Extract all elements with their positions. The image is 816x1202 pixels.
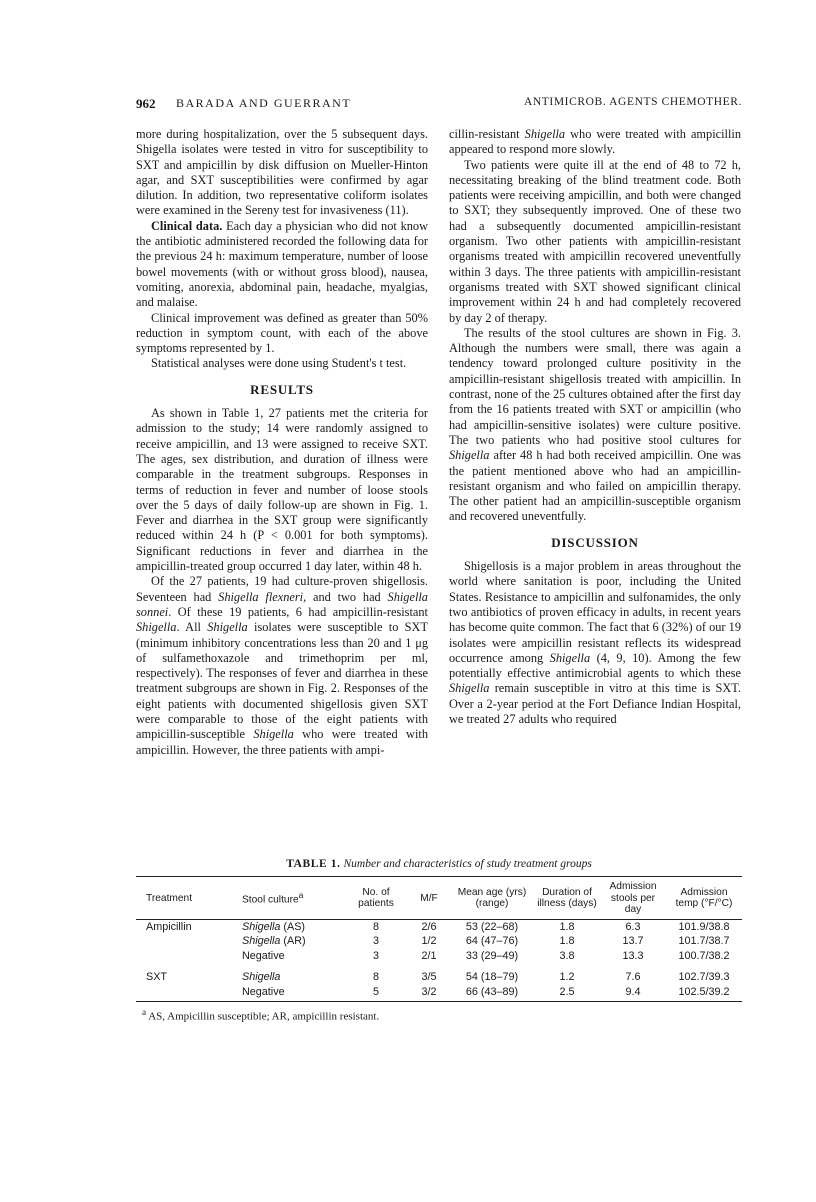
paragraph [449, 559, 741, 727]
cell-temp: 101.7/38.7 [678, 935, 730, 948]
table-caption-text: Number and characteristics of study treatment groups [343, 858, 592, 870]
left-column [136, 127, 428, 758]
cell-age: 33 (29–49) [465, 949, 519, 962]
cell-duration: 1.8 [559, 935, 575, 948]
table-header-row [136, 877, 742, 920]
table-row [136, 963, 742, 985]
cell-duration: 1.2 [559, 971, 575, 984]
cell-treatment [136, 934, 240, 949]
cell-treatment: Ampicillin [146, 920, 192, 933]
col-header-temp: Admission temp (°F/°C) [666, 877, 742, 920]
text: Of the 27 patients, 19 had culture-proven shigellosis. Seventeen had [136, 574, 428, 604]
col-header-n: No. of patients [344, 877, 408, 920]
cell-stool [240, 963, 344, 985]
table-row [136, 949, 742, 964]
cell-duration: 2.5 [534, 985, 600, 1002]
col-header-age: Mean age (yrs) (range) [450, 877, 534, 920]
footnote-marker: a [142, 1007, 147, 1018]
italic-text: Shigella flexneri [218, 589, 304, 604]
cell-duration: 3.8 [559, 949, 575, 962]
paragraph-text: Each day a physician who did not know the antibiotic administered recorded the following data for the previous 24 h: maximum temperature, number of loose bowel movements (with or without gross blood), nausea, vomiting, anorexia, abdominal pain, headache, myalgias, and malaise. [136, 218, 429, 310]
cell-age: 66 (43–89) [450, 985, 534, 1002]
paragraph [449, 127, 741, 158]
running-journal: ANTIMICROB. AGENTS CHEMOTHER. [523, 96, 742, 108]
paragraph-clinical-data [136, 219, 428, 311]
text: Shigellosis is a major problem in areas throughout the world where sanitation is poor, including the United States. Resistance to ampicillin and sulfonamides, the only two antibiotics of proven efficacy in adults, in recent years has become quite common. The fact that 6 (32%) of our 19 isolates were ampicillin resistant reflects its widespread occurrence among [449, 559, 741, 665]
cell-mf: 1/2 [421, 935, 437, 948]
table-1 [136, 858, 742, 1023]
text: after 48 h had both received ampicillin. One was the patient mentioned above who had an ampicillin-resistant organism and who failed on ampicillin therapy. The other patient had an ampicillin-susceptible organism and recovered uneventfully. [449, 448, 741, 524]
cell-stools: 13.3 [622, 949, 644, 962]
italic-text: Shigella [242, 920, 281, 933]
paragraph: Two patients were quite ill at the end of 48 to 72 h, necessitating breaking of the blind treatment code. Both patients were receiving ampicillin, and both were changed to SXT; they subsequently improved. One of these two had a subsequently documented ampicillin-resistant organism. Two other patients with ampicillin-resistant organisms treated with ampicillin recovered uneventfully within 3 days. The three patients with ampicillin-resistant organisms treated with SXT showed significant clinical improvement within 24 h and had completely recovered by day 2 of therapy. [449, 157, 741, 325]
cell-stool [240, 949, 344, 964]
cell-stools: 6.3 [625, 920, 641, 933]
paragraph [449, 326, 741, 525]
paragraph: more during hospitalization, over the 5 subsequent days. Shigella isolates were tested in vitro for susceptibility to SXT and ampicillin by disk diffusion on Mueller-Hinton agar, and SXT susceptibilities were confirmed by agar dilution. In addition, two representative coliform isolates were examined in the Sereny test for invasiveness (11). [136, 127, 428, 218]
cell-mf: 3/5 [421, 971, 437, 984]
italic-text: Shigella [449, 681, 490, 696]
cell-temp: 100.7/38.2 [678, 949, 730, 962]
cell-mf: 2/1 [421, 949, 437, 962]
cell-age: 64 (47–76) [465, 935, 519, 948]
col-header-mf: M/F [408, 877, 450, 920]
cell-duration: 1.8 [559, 920, 575, 933]
text: . Of these 19 patients, 6 had ampicillin-resistant [168, 604, 428, 619]
text: who were treated with ampicillin appeared to respond more slowly. [449, 127, 742, 157]
table-row [136, 919, 742, 934]
italic-text: Shigella sonnei [136, 589, 428, 619]
cell-n: 8 [372, 971, 379, 984]
cell-mf: 3/2 [408, 985, 450, 1002]
cell-age: 54 (18–79) [465, 971, 519, 984]
results-heading: RESULTS [250, 381, 314, 397]
text: (AS) [280, 920, 306, 933]
italic-text: Shigella [136, 620, 177, 635]
italic-text: Shigella [253, 727, 294, 742]
table-footnote [136, 1007, 742, 1023]
text: Negative [242, 985, 285, 998]
cell-mf: 2/6 [421, 920, 437, 933]
text: (AR) [280, 935, 306, 948]
cell-stool [240, 919, 344, 934]
cell-temp: 102.7/39.3 [678, 971, 730, 984]
cell-stools: 13.7 [622, 935, 644, 948]
cell-n: 5 [344, 985, 408, 1002]
cell-stools: 7.6 [625, 971, 641, 984]
cell-stool [240, 985, 344, 1002]
cell-stool [240, 934, 344, 949]
cell-stools: 9.4 [600, 985, 666, 1002]
text: (4, 9, 10). Among the few potentially effective antimicrobial agents to which these [449, 650, 741, 681]
paragraph [136, 574, 428, 758]
text: Negative [242, 949, 285, 962]
text: who were treated with ampicillin. However, the three patients with ampi- [136, 727, 428, 757]
paragraph: Clinical improvement was defined as greater than 50% reduction in symptom count, with each of the above symptoms represented by 1. [136, 310, 428, 356]
col-header-stools: Admission stools per day [600, 877, 666, 920]
right-column [449, 127, 741, 727]
cell-treatment [136, 985, 240, 1002]
text: remain susceptible in vitro at this time is SXT. Over a 2-year period at the Fort Defiance Indian Hospital, we treated 27 adults who required [449, 681, 741, 726]
table-label: TABLE 1. [286, 858, 341, 870]
cell-treatment [136, 949, 240, 964]
data-table [136, 876, 742, 1002]
running-header [136, 96, 742, 116]
italic-text: Shigella [242, 935, 281, 948]
header-text: Stool culture [242, 894, 299, 906]
text: . All [176, 620, 208, 635]
table-caption [136, 858, 742, 870]
italic-text: Shigella [207, 620, 248, 635]
runin-heading: Clinical data. [151, 218, 223, 233]
italic-text: Shigella [549, 650, 591, 665]
table-row [136, 985, 742, 1002]
italic-text: Shigella [242, 971, 281, 984]
cell-treatment: SXT [146, 971, 167, 984]
italic-text: Shigella [449, 448, 490, 463]
cell-age: 53 (22–68) [465, 920, 519, 933]
col-header-treatment: Treatment [136, 877, 240, 920]
running-authors: BARADA AND GUERRANT [176, 96, 352, 110]
cell-n: 3 [372, 935, 379, 948]
page-number: 962 [136, 96, 156, 111]
discussion-heading: DISCUSSION [551, 534, 639, 550]
cell-n: 3 [372, 949, 379, 962]
col-header-stool [240, 877, 344, 920]
text: The results of the stool cultures are shown in Fig. 3. Although the numbers were small, there was again a tendency toward prolonged culture positivity in the ampicillin-resistant shigellosis treated with ampicillin. In contrast, none of the 25 cultures obtained after the first day from the 16 patients treated with SXT or ampicillin (who had ampicillin-sensitive isolates) were culture positive. The two patients who had positive stool cultures for [449, 325, 741, 447]
paragraph: As shown in Table 1, 27 patients met the criteria for admission to the study; 14 were randomly assigned to receive ampicillin, and 13 were assigned to receive SXT. The ages, sex distribution, and duration of illness were comparable in the treatment subgroups. Responses in terms of reduction in fever and number of loose stools over the 5 days of daily follow-up are shown in Fig. 1. Fever and diarrhea in the SXT group were significantly reduced within 24 h (P < 0.001 for both symptoms). Significant reductions in fever and diarrhea in the ampicillin-treated group occurred 1 day later, within 48 h. [136, 406, 428, 574]
paragraph: Statistical analyses were done using Student's t test. [151, 356, 407, 371]
italic-text: Shigella [524, 127, 566, 141]
text: , and two had [303, 589, 388, 604]
footnote-marker: a [298, 890, 304, 901]
table-row [136, 934, 742, 949]
cell-n: 8 [372, 920, 379, 933]
footnote-text: AS, Ampicillin susceptible; AR, ampicillin resistant. [146, 1011, 380, 1024]
cell-temp: 101.9/38.8 [678, 920, 730, 933]
cell-temp: 102.5/39.2 [666, 985, 742, 1002]
text: isolates were susceptible to SXT (minimum inhibitory concentrations less than 20 and 1 μg of sulfamethoxazole and trimethoprim per ml, respectively). The responses of fever and diarrhea in these treatment subgroups are shown in Fig. 2. Responses of the eight patients with documented shigellosis given SXT were comparable to those of the eight patients with ampicillin-susceptible [136, 620, 428, 742]
text: cillin-resistant [449, 127, 525, 141]
col-header-duration: Duration of illness (days) [534, 877, 600, 920]
